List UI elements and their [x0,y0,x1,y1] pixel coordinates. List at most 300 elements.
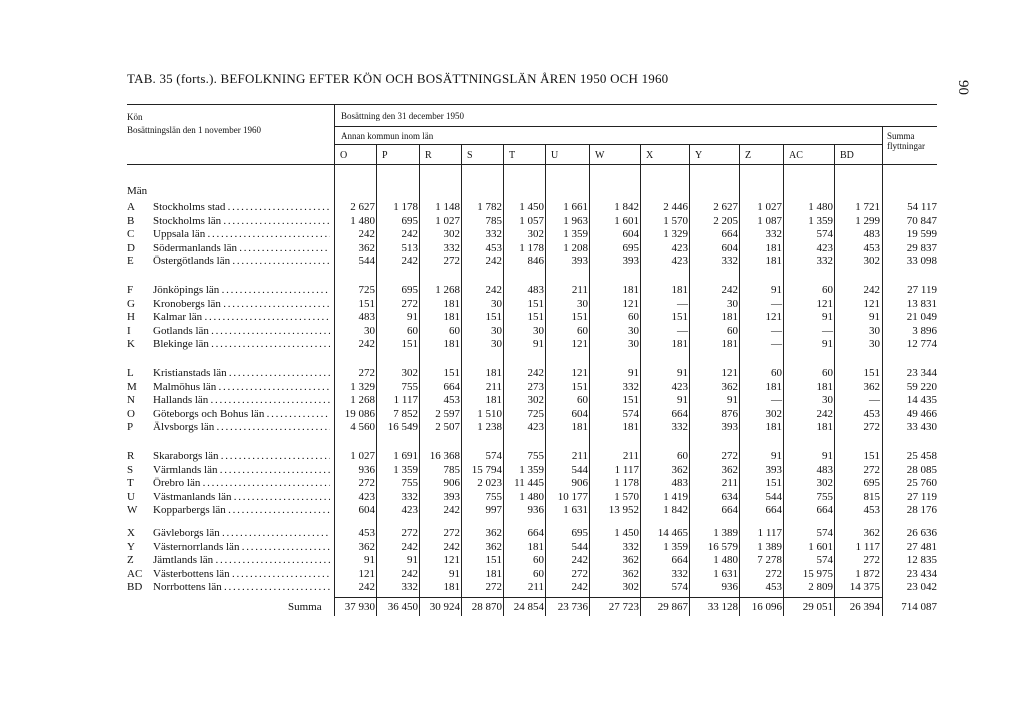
table-cell: 60 [677,450,688,462]
table-row [0,450,1024,462]
row-name: Skaraborgs län . . . [153,450,330,462]
row-code: T [127,477,134,489]
table-cell: 1 027 [435,215,460,227]
row-summa: 23 434 [906,568,937,580]
table-cell: 513 [401,242,418,254]
table-cell: 1 450 [614,527,639,539]
table-cell: 695 [401,284,418,296]
table-cell: 242 [401,541,418,553]
table-cell: 664 [443,381,460,393]
row-code: C [127,228,135,240]
table-cell: 7 852 [393,408,418,420]
table-cell: 2 627 [350,201,375,213]
row-code: K [127,338,135,350]
table-row [0,421,1024,433]
table-cell: 30 [628,325,639,337]
row-summa: 25 458 [906,450,937,462]
row-code: G [127,298,135,310]
row-summa: 19 599 [906,228,937,240]
table-cell: 211 [485,381,502,393]
table-cell: 876 [721,408,738,420]
table-cell: 544 [358,255,375,267]
table-cell: 362 [671,464,688,476]
table-cell: 302 [765,408,782,420]
table-cell: 483 [816,464,833,476]
table-cell: 362 [721,381,738,393]
table-cell: 30 [727,298,738,310]
table-cell: 1 238 [477,421,502,433]
row-name: Västmanlands län . . . [153,491,330,503]
table-cell: 242 [443,504,460,516]
table-row [0,325,1024,337]
row-summa: 27 481 [906,541,937,553]
table-cell: 2 023 [477,477,502,489]
table-cell: 91 [364,554,375,566]
table-cell: 302 [401,367,418,379]
table-cell: 2 507 [435,421,460,433]
table-cell: 13 952 [608,504,639,516]
table-cell: — [677,298,688,310]
table-cell: — [771,338,782,350]
table-cell: 483 [863,228,880,240]
table-cell: 29 867 [657,601,688,613]
table-cell: 16 368 [429,450,460,462]
table-cell: 574 [816,527,833,539]
table-cell: 242 [401,568,418,580]
table-cell: 181 [443,581,460,593]
row-code: M [127,381,137,393]
table-cell: 1 721 [855,201,880,213]
table-cell: 121 [765,311,782,323]
table-row [0,568,1024,580]
table-row [0,464,1024,476]
table-cell: 15 975 [802,568,833,580]
table-cell: 846 [527,255,544,267]
table-cell: 30 [577,298,588,310]
table-cell: 91 [771,284,782,296]
table-cell: 151 [358,298,375,310]
table-cell: 151 [485,554,502,566]
table-cell: 1 631 [713,568,738,580]
table-cell: 1 570 [614,491,639,503]
row-name: Kronobergs län . . . [153,298,330,310]
table-cell: 695 [622,242,639,254]
table-row [0,477,1024,489]
table-cell: 272 [571,568,588,580]
header-subrule-2 [334,144,882,145]
table-cell: 16 549 [387,421,418,433]
table-cell: 242 [485,255,502,267]
table-cell: 755 [401,381,418,393]
table-cell: 60 [577,394,588,406]
table-cell: 272 [358,477,375,489]
row-summa: 12 835 [906,554,937,566]
table-cell: 26 394 [849,601,880,613]
table-cell: 423 [816,242,833,254]
row-summa: 28 085 [906,464,937,476]
table-row [0,581,1024,593]
row-summa: 29 837 [906,242,937,254]
table-row [0,504,1024,516]
table-cell: 574 [622,408,639,420]
table-cell: 1 419 [663,491,688,503]
table-cell: 1 601 [808,541,833,553]
row-name: Gävleborgs län . . . [153,527,330,539]
row-name: Gotlands län . . . [153,325,330,337]
table-cell: 1 782 [477,201,502,213]
table-cell: 7 278 [757,554,782,566]
table-cell: 1 268 [435,284,460,296]
table-cell: 181 [765,381,782,393]
header-annan-kommun: Annan kommun inom län [341,131,434,141]
table-cell: 483 [527,284,544,296]
table-cell: 151 [765,477,782,489]
table-title: TAB. 35 (forts.). BEFOLKNING EFTER KÖN OCH BOSÄTTNINGSLÄN ÅREN 1950 OCH 1960 [127,71,669,86]
row-code: Y [127,541,135,553]
row-summa: 27 119 [907,284,937,296]
row-code: H [127,311,135,323]
table-cell: 1 087 [757,215,782,227]
table-row [0,527,1024,539]
row-summa: 21 049 [906,311,937,323]
table-cell: 181 [485,568,502,580]
table-cell: 242 [358,228,375,240]
table-cell: 60 [407,325,418,337]
table-cell: 664 [671,554,688,566]
row-code: P [127,421,134,433]
table-cell: 30 [491,298,502,310]
row-name: Jämtlands län . . . [153,554,330,566]
row-code: D [127,242,135,254]
table-cell: 423 [527,421,544,433]
table-cell: 1 661 [563,201,588,213]
table-cell: 393 [443,491,460,503]
table-cell: 181 [721,338,738,350]
table-cell: 725 [358,284,375,296]
table-cell: 1 117 [393,394,418,406]
table-cell: 151 [571,311,588,323]
table-row [0,394,1024,406]
table-cell: 242 [358,581,375,593]
row-name: Jönköpings län . . . [153,284,330,296]
table-cell: 664 [721,504,738,516]
table-cell: 1 601 [614,215,639,227]
row-name: Norrbottens län . . . [153,581,330,593]
table-cell: 362 [863,527,880,539]
row-summa: 3 896 [912,325,937,337]
table-cell: 453 [863,504,880,516]
table-cell: 121 [816,298,833,310]
table-cell: 272 [485,581,502,593]
table-cell: 483 [358,311,375,323]
table-cell: 393 [721,421,738,433]
row-code: B [127,215,135,227]
table-cell: 332 [401,581,418,593]
table-cell: 815 [863,491,880,503]
table-cell: 30 [822,394,833,406]
row-name: Göteborgs och Bohus län . . . [153,408,330,420]
table-cell: 302 [443,228,460,240]
table-cell: 755 [816,491,833,503]
table-cell: 181 [765,421,782,433]
row-summa: 14 435 [906,394,937,406]
row-code: A [127,201,135,213]
table-cell: 664 [671,408,688,420]
table-cell: 332 [765,228,782,240]
table-cell: 91 [407,311,418,323]
table-cell: 1 359 [563,228,588,240]
table-cell: 362 [721,464,738,476]
table-cell: 423 [671,255,688,267]
header-bottom-rule [127,164,937,165]
table-cell: 242 [485,284,502,296]
table-cell: 272 [443,255,460,267]
table-cell: 19 086 [344,408,375,420]
table-cell: 181 [622,421,639,433]
table-cell: 544 [765,491,782,503]
table-cell: 1 117 [614,464,639,476]
row-name: Kopparbergs län . . . [153,504,330,516]
table-cell: 60 [628,311,639,323]
row-code: X [127,527,135,539]
table-cell: 664 [816,504,833,516]
table-cell: 30 [533,325,544,337]
table-cell: 181 [485,394,502,406]
table-cell: 1 389 [713,527,738,539]
row-name: Östergötlands län . . . [153,255,330,267]
table-cell: 30 [628,338,639,350]
table-cell: 14 465 [657,527,688,539]
table-cell: 30 924 [429,601,460,613]
table-cell: 664 [721,228,738,240]
table-cell: 664 [765,504,782,516]
row-summa: 23 344 [906,367,937,379]
table-cell: 453 [358,527,375,539]
header-flyttningar: flyttningar [887,141,925,151]
table-cell: 695 [863,477,880,489]
row-code: L [127,367,134,379]
table-cell: 30 [869,338,880,350]
table-cell: 362 [358,242,375,254]
table-row [0,255,1024,267]
table-row [0,541,1024,553]
section-label-man: Män [127,185,148,197]
table-cell: 27 723 [608,601,639,613]
row-name: Kalmar län . . . [153,311,330,323]
table-cell: 60 [533,568,544,580]
table-cell: 785 [443,464,460,476]
table-cell: 91 [822,311,833,323]
table-cell: 14 375 [849,581,880,593]
table-cell: 755 [401,477,418,489]
table-cell: 1 631 [563,504,588,516]
table-cell: 1 842 [614,201,639,213]
table-cell: 272 [721,450,738,462]
row-code: U [127,491,135,503]
table-cell: 1 570 [663,215,688,227]
table-cell: 332 [671,421,688,433]
table-cell: 785 [485,215,502,227]
table-cell: 10 177 [557,491,588,503]
table-cell: 604 [721,242,738,254]
table-cell: 332 [671,568,688,580]
table-cell: 936 [358,464,375,476]
column-header-bd: BD [840,150,854,161]
table-cell: 181 [443,338,460,350]
table-cell: 15 794 [471,464,502,476]
column-header-ac: AC [789,150,803,161]
table-cell: 1 178 [393,201,418,213]
column-header-w: W [595,150,605,161]
table-cell: 60 [771,367,782,379]
table-cell: 332 [721,255,738,267]
table-cell: 936 [721,581,738,593]
table-cell: 1 027 [757,201,782,213]
row-name: Västernorrlands län . . . [153,541,330,553]
table-cell: 1 329 [663,228,688,240]
table-cell: 37 930 [344,601,375,613]
table-cell: — [771,298,782,310]
column-header-y: Y [695,150,703,161]
table-cell: 423 [671,242,688,254]
table-cell: 604 [358,504,375,516]
table-cell: 60 [533,554,544,566]
column-header-p: P [382,150,388,161]
table-cell: 151 [671,311,688,323]
table-cell: — [869,394,880,406]
table-cell: 60 [577,325,588,337]
table-cell: 181 [443,298,460,310]
table-cell: 4 560 [350,421,375,433]
table-cell: 936 [527,504,544,516]
table-cell: 1 359 [393,464,418,476]
table-cell: 23 736 [557,601,588,613]
table-cell: 273 [527,381,544,393]
row-code: Z [127,554,134,566]
table-row [0,381,1024,393]
table-cell: 1 480 [713,554,738,566]
table-cell: 121 [721,367,738,379]
table-cell: 574 [816,554,833,566]
table-cell: 1 691 [393,450,418,462]
table-cell: 121 [571,338,588,350]
table-cell: 544 [571,464,588,476]
column-header-t: T [509,150,516,161]
table-cell: 272 [443,527,460,539]
table-cell: 997 [485,504,502,516]
table-cell: 151 [571,381,588,393]
table-cell: — [677,325,688,337]
table-cell: 2 809 [808,581,833,593]
table-row [0,242,1024,254]
table-cell: 332 [401,491,418,503]
table-cell: 1 389 [757,541,782,553]
table-cell: 242 [816,408,833,420]
table-cell: 60 [449,325,460,337]
table-cell: 151 [401,338,418,350]
table-cell: 1 208 [563,242,588,254]
table-row [0,311,1024,323]
table-cell: 242 [863,284,880,296]
table-cell: 483 [671,477,688,489]
table-cell: 1 480 [808,201,833,213]
table-cell: 1 450 [519,201,544,213]
table-cell: 604 [622,228,639,240]
table-cell: — [822,325,833,337]
page-number: 90 [955,80,971,95]
table-cell: 1 510 [477,408,502,420]
header-kon: Kön [127,112,143,122]
table-cell: 906 [571,477,588,489]
table-cell: 28 870 [471,601,502,613]
table-cell: 332 [485,228,502,240]
row-name: Blekinge län . . . [153,338,330,350]
table-cell: 634 [721,491,738,503]
table-cell: 1 329 [350,381,375,393]
table-cell: 453 [863,242,880,254]
table-cell: 393 [622,255,639,267]
table-row [0,554,1024,566]
table-cell: 242 [443,541,460,553]
table-cell: 2 627 [713,201,738,213]
table-cell: 332 [443,242,460,254]
row-summa: 33 430 [906,421,937,433]
table-cell: 91 [533,338,544,350]
table-cell: 181 [671,284,688,296]
table-cell: 181 [527,541,544,553]
table-cell: 30 [491,325,502,337]
table-cell: 29 051 [802,601,833,613]
table-cell: 272 [401,527,418,539]
table-cell: 60 [822,284,833,296]
row-code: S [127,464,134,476]
row-summa: 70 847 [906,215,937,227]
row-summa: 49 466 [906,408,937,420]
row-summa: 26 636 [906,527,937,539]
table-cell: 211 [721,477,738,489]
table-cell: 1 027 [350,450,375,462]
table-cell: 1 178 [519,242,544,254]
table-cell: 181 [622,284,639,296]
table-cell: 211 [571,450,588,462]
table-row [0,408,1024,420]
table-cell: 1 480 [519,491,544,503]
totals-label: Summa [288,601,322,613]
table-cell: 181 [765,242,782,254]
table-cell: 91 [771,450,782,462]
table-cell: 151 [527,298,544,310]
header-bosattningslan-1960: Bosättningslän den 1 november 1960 [127,125,261,135]
table-cell: 24 854 [513,601,544,613]
table-cell: 211 [527,581,544,593]
table-cell: 362 [863,381,880,393]
table-cell: 30 [491,338,502,350]
row-name: Västerbottens län . . . [153,568,330,580]
table-cell: 1 268 [350,394,375,406]
row-name: Södermanlands län . . . [153,242,330,254]
row-name: Stockholms län . . . [153,215,330,227]
table-cell: 181 [721,311,738,323]
table-cell: 1 842 [663,504,688,516]
table-cell: 362 [622,554,639,566]
table-cell: 242 [358,338,375,350]
table-cell: 151 [863,367,880,379]
table-cell: 1 872 [855,568,880,580]
row-name: Uppsala län . . . [153,228,330,240]
table-cell: 362 [485,541,502,553]
table-row [0,284,1024,296]
table-row [0,491,1024,503]
